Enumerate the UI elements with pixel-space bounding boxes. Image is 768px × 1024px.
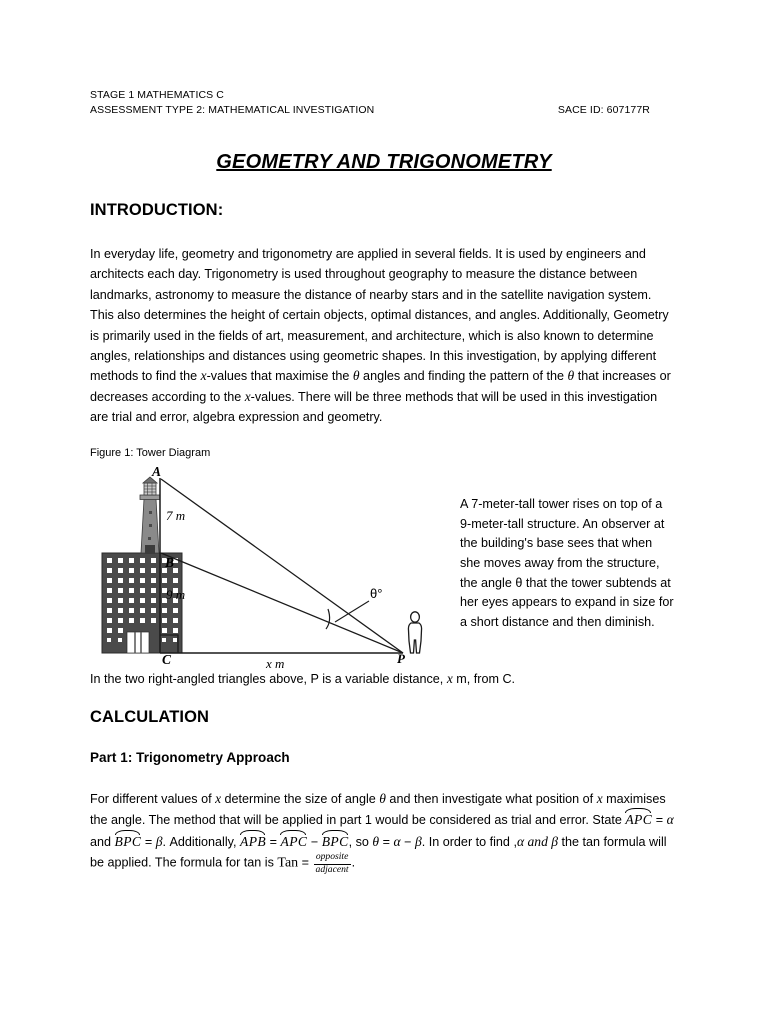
calc-var-alpha-1: α [666, 812, 674, 828]
header-sace-id: SACE ID: 607177R [557, 104, 650, 116]
intro-text-3: angles and finding the pattern of the [359, 369, 568, 384]
angle-apc-1: APC [625, 809, 652, 830]
after-fig-text-2: m, from C. [452, 671, 516, 686]
intro-text-4: that increases or decreases according to the [90, 369, 671, 404]
calc-text-15: the tan formula will be applied. The formula for tan is [90, 834, 667, 870]
fraction-numerator: opposite [315, 851, 349, 863]
calc-text-13: − [400, 834, 415, 849]
calc-text-8: . Additionally, [162, 834, 240, 849]
document-header [90, 88, 678, 118]
calc-text-1: For different values of [90, 792, 216, 807]
calc-text-9: = [266, 834, 281, 849]
label-angle-theta: θ° [370, 585, 383, 601]
label-point-c: C [162, 651, 172, 667]
figure-side-description: A 7-meter-tall tower rises on top of a 9-meter-tall structure. An observer at the building's base sees that when she moves away from the structure, the angle θ that the tower subtends at her eyes appears to expand in size for a short distance and then diminish. [460, 497, 674, 629]
intro-var-theta-2: θ [567, 368, 575, 384]
label-base-distance: x m [266, 655, 285, 671]
intro-text-5: -values. There will be three methods that will be used in this investigation are trial and error, algebra expression and geometry. [90, 389, 658, 425]
calc-text-3: and then investigate what position of [385, 792, 597, 807]
after-fig-text-1: In the two right-angled triangles above, P is a variable distance, [90, 671, 447, 686]
introduction-paragraph [90, 244, 678, 428]
calc-text-2: determine the size of angle [221, 792, 380, 807]
line-AP [161, 479, 403, 653]
introduction-heading: INTRODUCTION: [90, 201, 224, 219]
calc-text-11: , so [348, 834, 373, 849]
angle-arc-theta [326, 609, 330, 629]
tan-label: Tan [277, 855, 299, 871]
diagram-labels [151, 464, 406, 671]
calc-var-theta-2: θ [372, 833, 380, 849]
angle-apb: APB [240, 831, 266, 852]
diagram-geometry-lines [160, 478, 403, 653]
label-tower-height: 7 m [166, 507, 186, 523]
calc-var-beta-1: β [155, 833, 163, 849]
part1-paragraph [90, 789, 678, 876]
calc-text-4: maximises the angle. The method that will be applied in part 1 would be considered as trial and error. State [90, 792, 666, 828]
calc-text-17: . [351, 855, 356, 870]
intro-var-x-1: x [200, 368, 207, 384]
document-content [90, 88, 678, 876]
calc-text-10: − [307, 834, 322, 849]
intro-text-1: In everyday life, geometry and trigonometry are applied in several fields. It is used by engineers and architects each day. Trigonometry is used throughout geography to measure the distance between landmarks, astronomy to measure the distance of nearby stars and in the satellite navigation system. This also determines the height of certain objects, optimal distances, and angles. Additionally, Geometry is primarily used in the fields of art, measurement, and architecture, which is also known to determine angles, relationships and distances using geometric shapes. In this investigation, by applying different methods to find the [90, 247, 669, 384]
calc-text-7: = [141, 834, 156, 849]
calculation-heading: CALCULATION [90, 708, 210, 727]
calc-text-6: and [90, 834, 115, 849]
observer-person-icon [408, 611, 421, 652]
theta-leader-line [335, 601, 369, 622]
header-line-assessment-type: ASSESSMENT TYPE 2: MATHEMATICAL INVESTIGATION [90, 104, 375, 116]
label-building-height: 9 m [166, 586, 186, 602]
calc-alpha-and-beta: α and β [516, 833, 559, 849]
tower-diagram-svg [94, 463, 442, 671]
header-line-stage: STAGE 1 MATHEMATICS C [90, 89, 224, 101]
calc-text-5: = [652, 813, 667, 828]
calc-var-x-2: x [596, 791, 603, 807]
after-figure-paragraph [90, 669, 678, 689]
angle-bpc-1: BPC [115, 831, 142, 852]
fraction-denominator: adjacent [315, 864, 349, 876]
figure-caption: Figure 1: Tower Diagram [90, 446, 211, 459]
part1-heading: Part 1: Trigonometry Approach [90, 750, 290, 766]
tan-formula-fraction [314, 852, 351, 875]
calc-text-12: = [379, 834, 394, 849]
angle-apc-2: APC [280, 831, 307, 852]
figure-1-tower-diagram [90, 461, 678, 671]
lighthouse-tower-shape [140, 477, 160, 554]
calc-var-alpha-2: α [393, 833, 401, 849]
calc-var-x-1: x [215, 791, 222, 807]
page-title: GEOMETRY AND TRIGONOMETRY [216, 151, 552, 173]
label-point-b: B [165, 554, 175, 570]
calc-var-theta-1: θ [379, 791, 386, 807]
calc-var-beta-2: β [414, 833, 422, 849]
tower-diagram-svg-wrapper [94, 463, 442, 671]
calc-text-14: . In order to find , [421, 834, 517, 849]
label-point-p: P [397, 650, 405, 666]
after-fig-var-x: x [446, 670, 453, 686]
intro-var-x-2: x [244, 388, 251, 404]
label-point-a: A [152, 463, 162, 479]
calc-text-16: = [298, 855, 313, 870]
angle-bpc-2: BPC [322, 831, 349, 852]
intro-text-2: -values that maximise the [206, 369, 353, 384]
intro-var-theta-1: θ [352, 368, 360, 384]
